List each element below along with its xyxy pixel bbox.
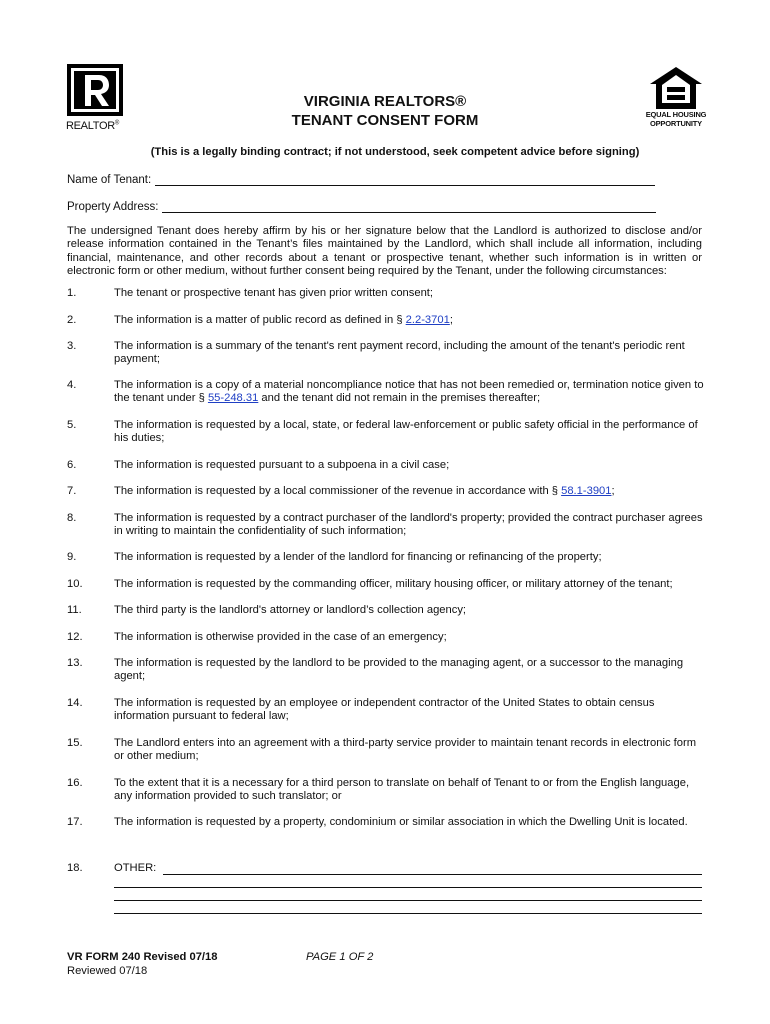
other-input-line-3[interactable] bbox=[114, 900, 702, 901]
tenant-name-input[interactable] bbox=[155, 173, 655, 186]
equal-housing-text: EQUAL HOUSING OPPORTUNITY bbox=[645, 110, 707, 128]
other-input-line-1[interactable] bbox=[163, 874, 702, 875]
statute-link[interactable]: 2.2-3701 bbox=[405, 314, 450, 326]
page-number: PAGE 1 OF 2 bbox=[306, 951, 374, 963]
tenant-name-label: Name of Tenant: bbox=[67, 174, 152, 186]
title-line-1: VIRGINIA REALTORS® bbox=[303, 93, 467, 110]
form-id: VR FORM 240 Revised 07/18 bbox=[67, 951, 218, 963]
statute-link[interactable]: 58.1-3901 bbox=[561, 485, 612, 497]
other-input-line-4[interactable] bbox=[114, 913, 702, 914]
property-address-label: Property Address: bbox=[67, 201, 159, 213]
title-line-2: TENANT CONSENT FORM bbox=[291, 112, 479, 129]
reviewed-date: Reviewed 07/18 bbox=[67, 965, 148, 977]
property-address-field bbox=[67, 200, 656, 213]
realtor-wordmark: REALTOR® bbox=[66, 120, 119, 132]
tenant-consent-form-page: REALTOR® EQUAL HOUSING OPPORTUNITY VIRGINIA REALTORS® TENANT CONSENT FORM (This is a legally binding contract; if not understood, seek competent advice before signing) Name of Tenant: Property Address: The undersigned Tenant does hereby affirm by his or her signature below that the Landlord is authorized to disclose and/or release information contained in the Tenant’s files maintained by the Landlord, which shall include all information, including financial, maintenance, and other records about a tenant or prospective tenant, whether such information is in written or electronic form or other medium, without further consent being required by the Tenant, under the following circumstances: 1. The tenant or prospective tenant has given prior written consent; 2. The information is a matter of public record as defined in § 2.2-3701; 3. The information is a summary of the tenant's rent payment record, including the amount of the tenant's periodic rent payment; 4. The information is a copy of a material noncompliance notice that has not been remedied or, termination notice given to the tenant under § 55-248.31 and the tenant did not remain in the premises thereafter; 5. The information is requested by a local, state, or federal law-enforcement or public safety official in the performance of his duties; 6. The information is requested pursuant to a subpoena in a civil case; 7. The information is requested by a local commissioner of the revenue in accordance with § 58.1-3901; 8. The information is requested by a contract purchaser of the landlord's property; provided the contract purchaser agrees in writing to maintain the confidentiality of such information; 9. The information is requested by a lender of the landlord for financing or refinancing of the property; 10. The information is requested by the commanding officer, military housing officer, or military attorney of the tenant; 11. The third party is the landlord's attorney or landlord’s collection agency; 12. The information is otherwise provided in the case of an emergency; 13. The information is requested by the landlord to be provided to the managing agent, or a successor to the managing agent; 14. The information is requested by an employee or independent contractor of the United States to obtain census information pursuant to federal law; 15. The Landlord enters into an agreement with a third-party service provider to maintain tenant records in electronic form or other medium; 16. To the extent that it is a necessary for a third person to translate on behalf of Tenant to or from the English language, any information provided to such translator; or 17. The information is requested by a property, condominium or similar association in which the Dwelling Unit is located. 18. OTHER: VR FORM 240 Revised 07/18 PAGE 1 OF 2 Reviewed 07/18 bbox=[0, 0, 770, 1024]
property-address-input[interactable] bbox=[162, 200, 656, 213]
other-input-line-2[interactable] bbox=[114, 887, 702, 888]
statute-link[interactable]: 55-248.31 bbox=[207, 392, 259, 405]
legal-notice: (This is a legally binding contract; if not understood, seek competent advice before signing) bbox=[150, 146, 640, 158]
tenant-name-field bbox=[67, 173, 655, 186]
intro-paragraph: The undersigned Tenant does hereby affirm by his or her signature below that the Landlord is authorized to disclose and/or release information contained in the Tenant’s files maintained by the Landlord, which shall include all information, including financial, maintenance, and other records about a tenant or prospective tenant, whether such information is in written or electronic form or other medium, without further consent being required by the Tenant, under the following circumstances: bbox=[67, 225, 702, 277]
